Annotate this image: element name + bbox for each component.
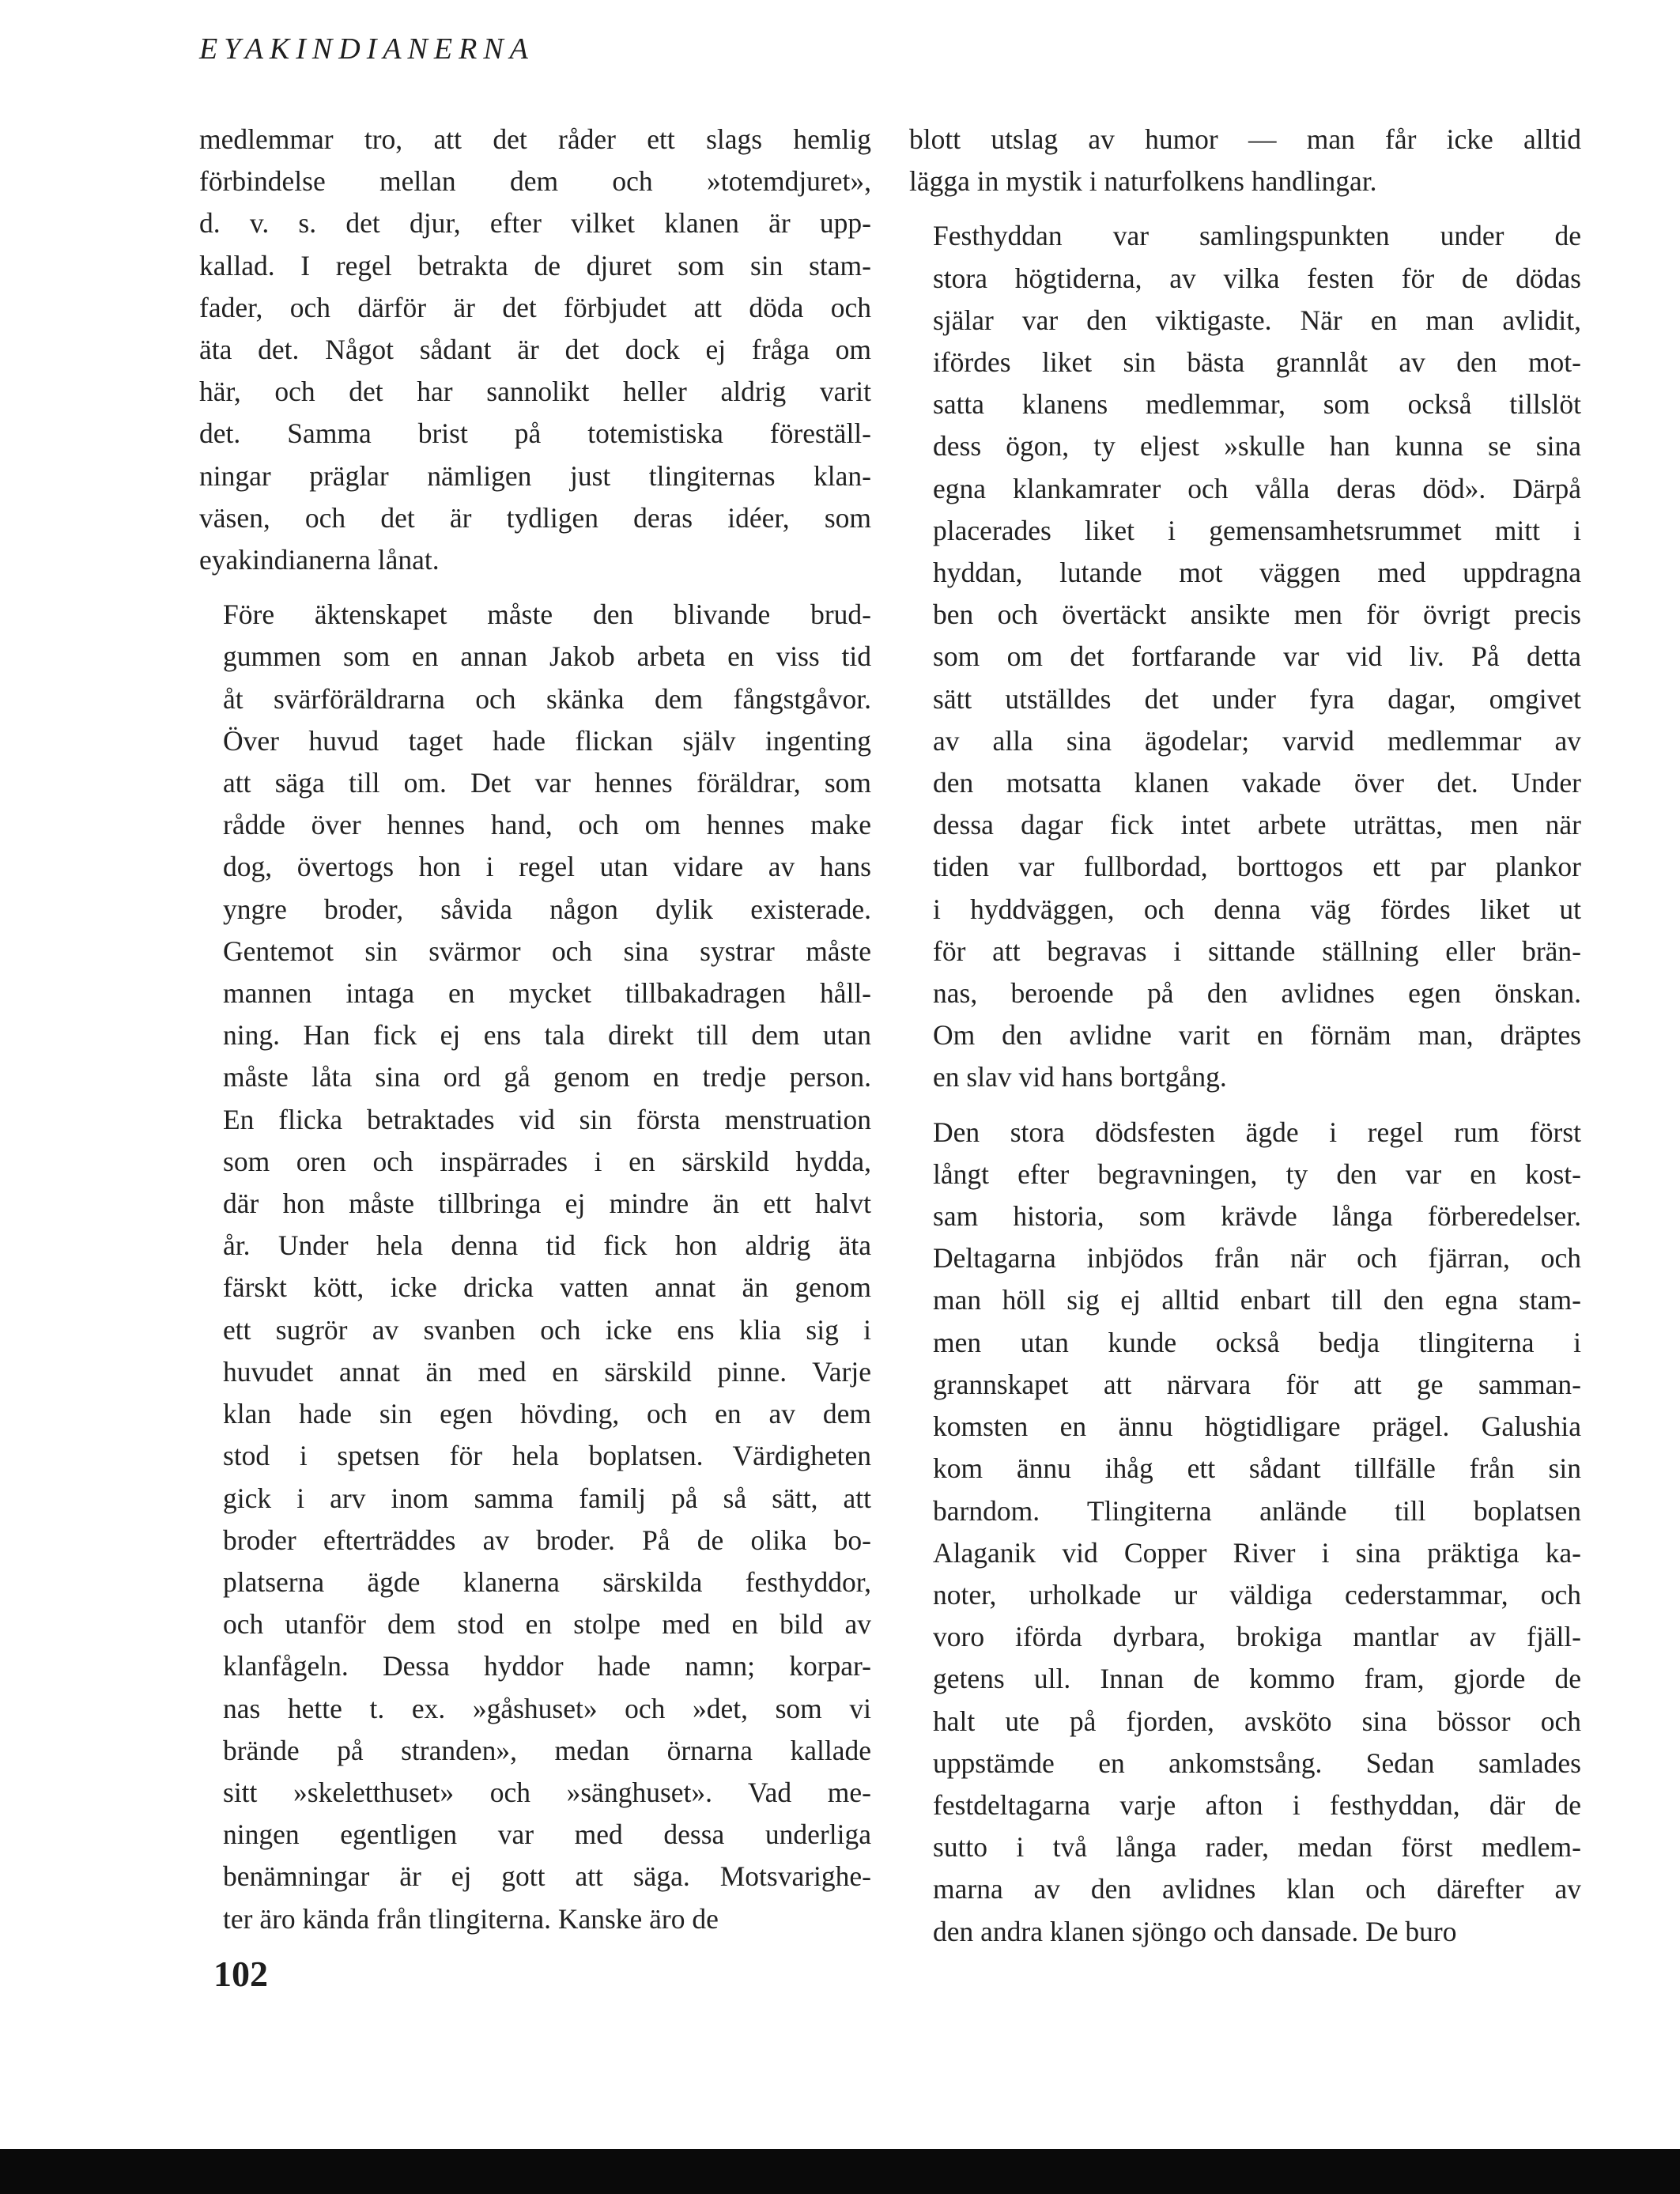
text-line: halt ute på fjorden, avsköto sina bössor och — [933, 1705, 1581, 1737]
text-line: Över huvud taget hade flickan själv ingenting — [223, 724, 871, 757]
text-line: placerades liket i gemensamhetsrummet mitt i — [933, 514, 1581, 546]
text-line: år. Under hela denna tid fick hon aldrig äta — [223, 1229, 871, 1262]
text-line: sam historia, som krävde långa förberedelser. — [933, 1200, 1581, 1233]
text-line: broder efterträddes av broder. På de olika bo- — [223, 1524, 871, 1556]
text-line: fader, och därför är det förbjudet att döda och — [199, 291, 871, 323]
text-line: måste låta sina ord gå genom en tredje person. — [223, 1061, 871, 1093]
paragraph — [909, 119, 1581, 202]
text-line: ben och övertäckt ansikte men för övrigt precis — [933, 599, 1581, 631]
text-line: komsten en ännu högtidligare prägel. Galushia — [933, 1410, 1581, 1443]
text-line: brände på stranden», medan örnarna kallade — [223, 1734, 871, 1766]
text-line: en slav vid hans bortgång. — [933, 1061, 1227, 1093]
page-number: 102 — [213, 1954, 268, 1994]
text-line: egna klankamrater och vålla deras död». Därpå — [933, 472, 1581, 504]
text-line: yngre broder, såvida någon dylik existerade. — [223, 893, 871, 925]
text-line: benämningar är ej gott att säga. Motsvarighe- — [223, 1860, 871, 1893]
text-line: d. v. s. det djur, efter vilket klanen är upp- — [199, 207, 871, 240]
text-line: ifördes liket sin bästa grannlåt av den mot- — [933, 346, 1581, 379]
text-line: ningar präglar nämligen just tlingiternas klan- — [199, 459, 871, 492]
text-line: kom ännu ihåg ett sådant tillfälle från sin — [933, 1452, 1581, 1485]
text-line: att säga till om. Det var hennes föräldrar, som — [223, 767, 871, 799]
text-line: Den stora dödsfesten ägde i regel rum först — [933, 1116, 1581, 1148]
running-title: EYAKINDIANERNA — [199, 32, 534, 66]
text-line: hyddan, lutande mot väggen med uppdragna — [933, 557, 1581, 589]
text-line: grannskapet att närvara för att ge samman- — [933, 1368, 1581, 1400]
text-line: ningen egentligen var med dessa underliga — [223, 1818, 871, 1851]
text-line: getens ull. Innan de kommo fram, gjorde de — [933, 1663, 1581, 1695]
text-line: Alaganik vid Copper River i sina präktiga ka- — [933, 1536, 1581, 1569]
text-line: av alla sina ägodelar; varvid medlemmar av — [933, 724, 1581, 757]
text-line: noter, urholkade ur väldiga cederstammar, och — [933, 1578, 1581, 1611]
text-line: sitt »skeletthuset» och »sänghuset». Vad me- — [223, 1776, 871, 1808]
text-line: mannen intaga en mycket tillbakadragen håll- — [223, 977, 871, 1010]
text-line: ning. Han fick ej ens tala direkt till dem utan — [223, 1019, 871, 1052]
text-line: platserna ägde klanerna särskilda festhyddor, — [223, 1565, 871, 1598]
text-line: som om det fortfarande var vid liv. På detta — [933, 640, 1581, 673]
text-line: lägga in mystik i naturfolkens handlingar. — [909, 165, 1377, 198]
text-line: sutto i två långa rader, medan först medlem- — [933, 1831, 1581, 1864]
text-line: ter äro kända från tlingiterna. Kanske äro de — [223, 1902, 719, 1935]
text-line: nas hette t. ex. »gåshuset» och »det, som vi — [223, 1692, 871, 1724]
text-line: dog, övertogs hon i regel utan vidare av hans — [223, 851, 871, 883]
text-line: satta klanens medlemmar, som också tillslöt — [933, 388, 1581, 421]
paragraph — [199, 119, 871, 581]
text-line: själar var den viktigaste. När en man avlidit, — [933, 304, 1581, 336]
text-line: medlemmar tro, att det råder ett slags hemlig — [199, 123, 871, 155]
text-line: marna av den avlidnes klan och därefter av — [933, 1873, 1581, 1905]
text-line: uppstämde en ankomstsång. Sedan samlades — [933, 1747, 1581, 1779]
text-line: ett sugrör av svanben och icke ens klia sig i — [223, 1313, 871, 1346]
text-line: förbindelse mellan dem och »totemdjuret», — [199, 165, 871, 198]
text-line: barndom. Tlingiterna anlände till boplatsen — [933, 1494, 1581, 1527]
text-line: blott utslag av humor — man får icke alltid — [909, 123, 1581, 155]
text-line: nas, beroende på den avlidnes egen önskan. — [933, 977, 1581, 1010]
text-line: gick i arv inom samma familj på så sätt, att — [223, 1482, 871, 1514]
text-line: äta det. Något sådant är det dock ej fråga om — [199, 334, 871, 366]
text-line: man höll sig ej alltid enbart till den egna stam- — [933, 1284, 1581, 1316]
text-line: dessa dagar fick intet arbete uträttas, men när — [933, 809, 1581, 841]
text-line: färskt kött, icke dricka vatten annat än genom — [223, 1271, 871, 1304]
text-line: tiden var fullbordad, borttogos ett par plankor — [933, 851, 1581, 883]
text-line: Deltagarna inbjödos från när och fjärran, och — [933, 1242, 1581, 1274]
text-line: men utan kunde också bedja tlingiterna i — [933, 1326, 1581, 1358]
text-line: klanfågeln. Dessa hyddor hade namn; korpar- — [223, 1650, 871, 1682]
text-line: och utanför dem stod en stolpe med en bild av — [223, 1608, 871, 1641]
text-line: rådde över hennes hand, och om hennes make — [223, 809, 871, 841]
text-line: En flicka betraktades vid sin första menstruation — [223, 1103, 871, 1135]
paragraph — [199, 594, 871, 1940]
text-line: sätt utställdes det under fyra dagar, omgivet — [933, 682, 1581, 715]
text-line: festdeltagarna varje afton i festhyddan, där de — [933, 1788, 1581, 1821]
text-line: för att begravas i sittande ställning eller brän- — [933, 935, 1581, 967]
text-line: stora högtiderna, av vilka festen för de dödas — [933, 262, 1581, 294]
text-line: Gentemot sin svärmor och sina systrar måste — [223, 935, 871, 967]
paragraph — [909, 1112, 1581, 1953]
text-line: Före äktenskapet måste den blivande brud- — [223, 599, 871, 631]
text-line: eyakindianerna lånat. — [199, 544, 440, 576]
text-line: stod i spetsen för hela boplatsen. Värdigheten — [223, 1440, 871, 1472]
text-line: kallad. I regel betrakta de djuret som sin stam- — [199, 249, 871, 281]
text-line: gummen som en annan Jakob arbeta en viss tid — [223, 640, 871, 673]
text-line: Festhyddan var samlingspunkten under de — [933, 220, 1581, 252]
text-line: det. Samma brist på totemistiska föreställ- — [199, 417, 871, 450]
text-line: som oren och inspärrades i en särskild hydda, — [223, 1145, 871, 1177]
text-line: här, och det har sannolikt heller aldrig varit — [199, 376, 871, 408]
text-line: voro iförda dyrbara, brokiga mantlar av fjäll- — [933, 1621, 1581, 1653]
text-line: långt efter begravningen, ty den var en kost- — [933, 1157, 1581, 1190]
text-line: där hon måste tillbringa ej mindre än ett halvt — [223, 1188, 871, 1220]
text-line: den andra klanen sjöngo och dansade. De buro — [933, 1915, 1457, 1947]
scan-border — [0, 2149, 1680, 2194]
paragraph — [909, 215, 1581, 1098]
text-line: den motsatta klanen vakade över det. Under — [933, 767, 1581, 799]
text-line: åt svärföräldrarna och skänka dem fångstgåvor. — [223, 682, 871, 715]
text-line: Om den avlidne varit en förnäm man, dräptes — [933, 1019, 1581, 1052]
text-line: klan hade sin egen hövding, och en av dem — [223, 1398, 871, 1430]
text-line: dess ögon, ty eljest »skulle han kunna se sina — [933, 430, 1581, 463]
right-column — [909, 119, 1581, 1953]
text-line: i hyddväggen, och denna väg fördes liket ut — [933, 893, 1581, 925]
text-line: väsen, och det är tydligen deras idéer, som — [199, 501, 871, 534]
left-column — [199, 119, 871, 1940]
text-line: huvudet annat än med en särskild pinne. Varje — [223, 1355, 871, 1388]
